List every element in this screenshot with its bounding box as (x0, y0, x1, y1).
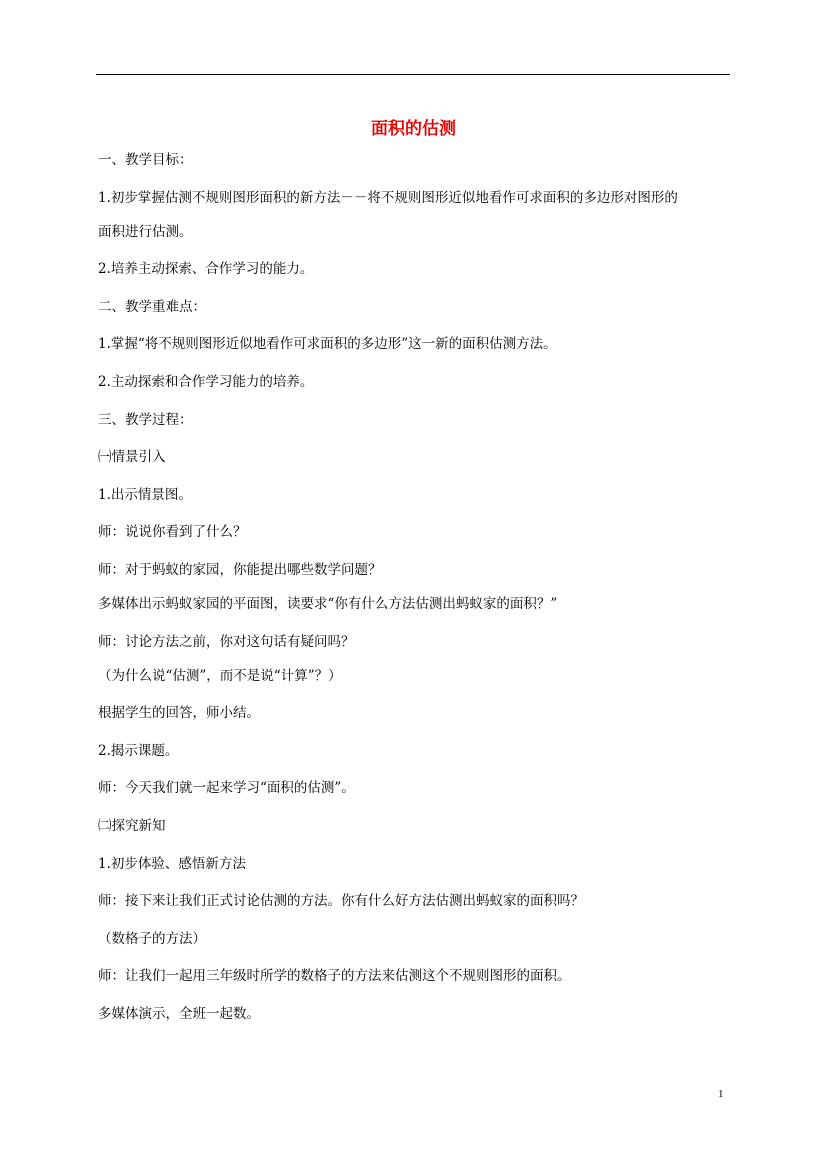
paragraph-line: （数格子的方法） (98, 930, 206, 947)
paragraph-line: 根据学生的回答，师小结。 (98, 705, 260, 722)
header-rule (96, 74, 730, 75)
paragraph-line: 一、教学目标： (98, 152, 193, 168)
paragraph-line: 多媒体出示蚂蚁家园的平面图，读要求“你有什么方法估测出蚂蚁家的面积？” (98, 595, 558, 612)
document-body (98, 150, 732, 1041)
paragraph-line: 2.主动探索和合作学习能力的培养。 (98, 373, 314, 390)
paragraph-line: ㈠情景引入 (98, 449, 166, 466)
paragraph-line: 多媒体演示，全班一起数。 (98, 1005, 260, 1022)
paragraph-line: 师：对于蚂蚁的家园，你能提出哪些数学问题？ (98, 561, 382, 578)
paragraph-line: 师：接下来让我们正式讨论估测的方法。你有什么好方法估测出蚂蚁家的面积吗？ (98, 893, 584, 910)
paragraph-line: 1.初步体验、感悟新方法 (98, 855, 246, 872)
paragraph-line: 2.培养主动探索、合作学习的能力。 (98, 261, 314, 278)
paragraph-line: 师：说说你看到了什么？ (98, 524, 247, 541)
paragraph-line: 1.初步掌握估测不规则图形面积的新方法－－将不规则图形近似地看作可求面积的多边形对图形的 (98, 189, 678, 206)
paragraph-line: 师：讨论方法之前，你对这句话有疑问吗？ (98, 633, 355, 650)
paragraph-line: 师：让我们一起用三年级时所学的数格子的方法来估测这个不规则图形的面积。 (98, 968, 571, 985)
paragraph-line: 2.揭示课题。 (98, 742, 179, 759)
paragraph-line: 二、教学重难点： (98, 298, 206, 315)
paragraph-line: 三、教学过程： (98, 411, 193, 428)
paragraph-line: 师：今天我们就一起来学习“面积的估测”。 (98, 780, 355, 797)
paragraph-line: 1.出示情景图。 (98, 486, 192, 503)
page-number: 1 (718, 1088, 724, 1100)
paragraph-line: 面积进行估测。 (98, 223, 193, 240)
paragraph-line: （为什么说“估测”，而不是说“计算”？） (98, 667, 342, 684)
paragraph-line: ㈡探究新知 (98, 817, 166, 834)
document-title: 面积的估测 (371, 119, 456, 139)
paragraph-line: 1.掌握“将不规则图形近似地看作可求面积的多边形”这一新的面积估测方法。 (98, 336, 557, 353)
